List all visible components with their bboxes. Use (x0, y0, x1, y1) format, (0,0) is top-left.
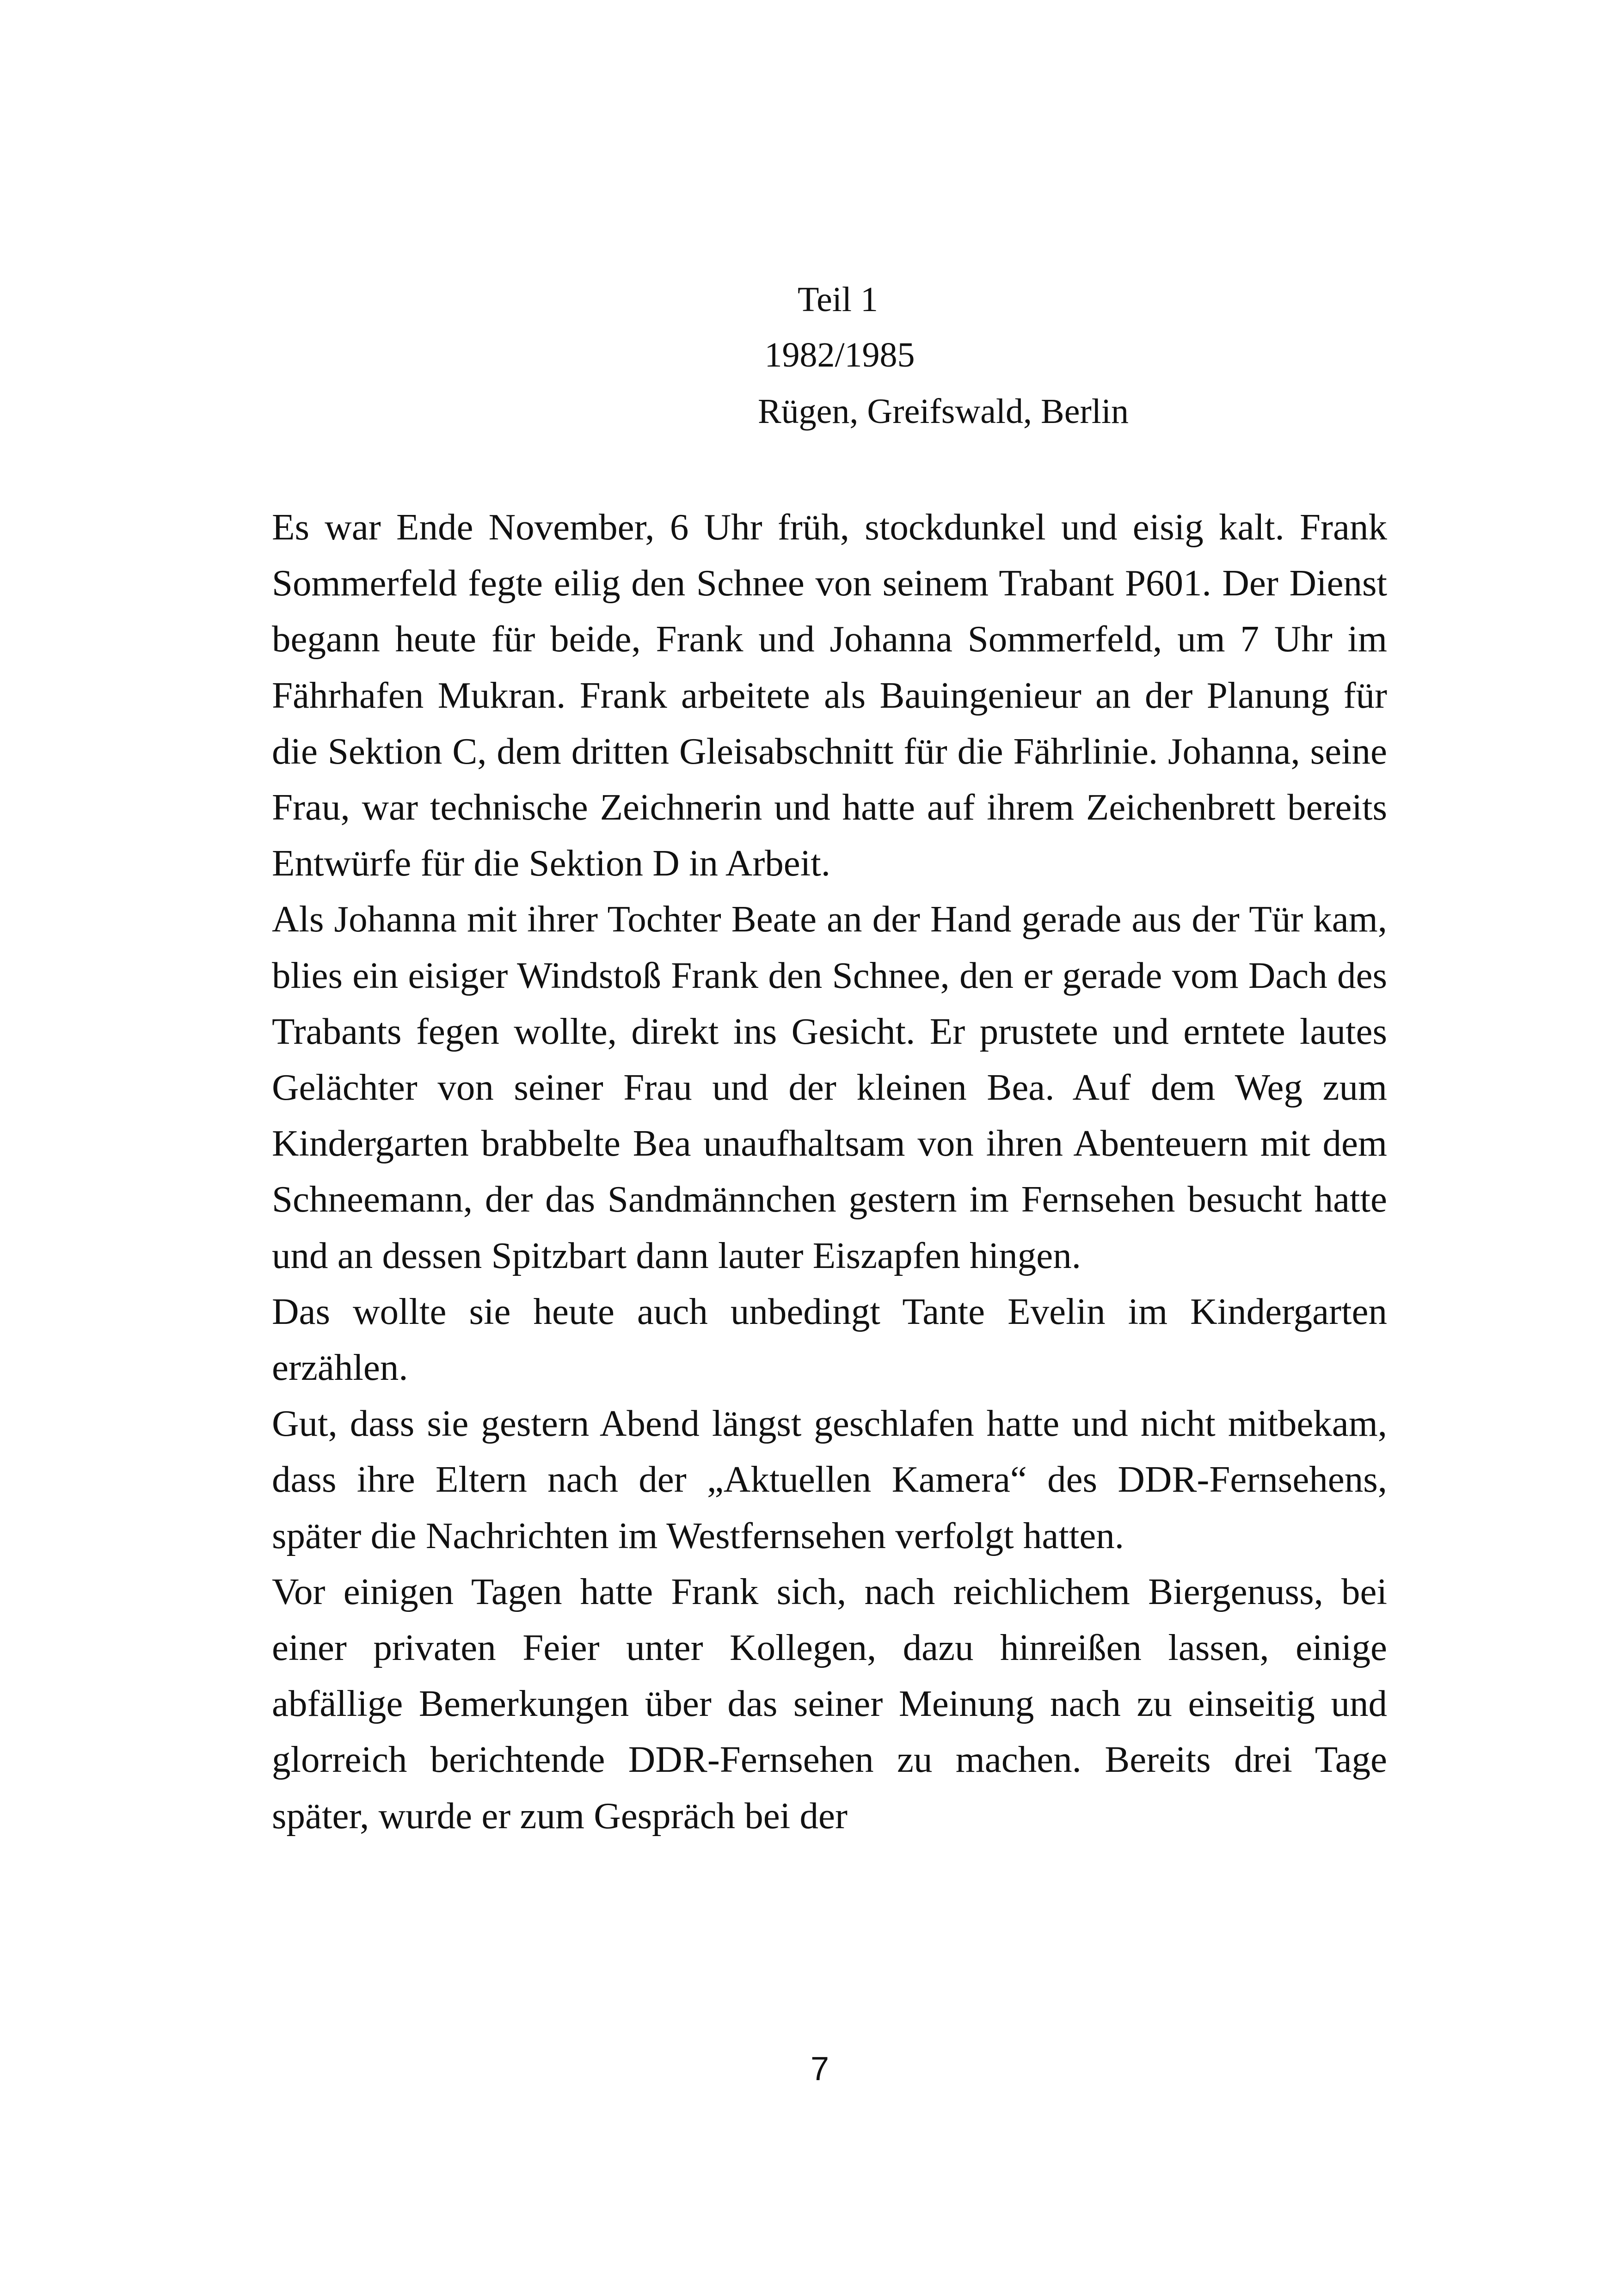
paragraph: Vor einigen Tagen hatte Frank sich, nach reichlichem Biergenuss, bei einer privaten Feier unter Kollegen, dazu hinreißen lassen, einige abfällige Bemerkungen über das seiner Meinung nach zu einseitig und glorreich berichtende DDR-Fernsehen zu machen. Bereits drei Tage später, wurde er zum Gespräch bei der (272, 1570, 1387, 1837)
paragraph: Das wollte sie heute auch unbedingt Tante Evelin im Kindergarten erzählen. (272, 1290, 1387, 1389)
paragraph: Gut, dass sie gestern Abend längst geschlafen hatte und nicht mitbekam, dass ihre Eltern nach der „Aktuellen Kamera“ des DDR-Fernsehens, später die Nachrichten im Westfernsehen verfolgt hatten. (272, 1402, 1387, 1556)
paragraph: Es war Ende November, 6 Uhr früh, stockdunkel und eisig kalt. Frank Sommerfeld fegte eilig den Schnee von seinem Trabant P601. Der Dienst begann heute für beide, Frank und Johanna Sommerfeld, um 7 Uhr im Fährhafen Mukran. Frank arbeitete als Bauingenieur an der Planung für die Sektion C, dem dritten Gleisabschnitt für die Fährlinie. Johanna, seine Frau, war technische Zeichnerin und hatte auf ihrem Zeichenbrett bereits Entwürfe für die Sektion D in Arbeit. (272, 506, 1387, 884)
paragraph: Als Johanna mit ihrer Tochter Beate an der Hand gerade aus der Tür kam, blies ein eisiger Windstoß Frank den Schnee, den er gerade vom Dach des Trabants fegen wollte, direkt ins Gesicht. Er prustete und erntete lautes Gelächter von seiner Frau und der kleinen Bea. Auf dem Weg zum Kindergarten brabbelte Bea unaufhaltsam von ihren Abenteuern mit dem Schneemann, der das Sandmännchen gestern im Fernsehen besucht hatte und an dessen Spitzbart dann lauter Eiszapfen hingen. (272, 898, 1387, 1276)
page-number: 7 (810, 2051, 829, 2088)
chapter-places-heading: Rügen, Greifswald, Berlin (757, 392, 1129, 431)
chapter-years-heading: 1982/1985 (764, 336, 915, 374)
body-text (272, 499, 1387, 1844)
chapter-part-heading: Teil 1 (797, 280, 879, 319)
